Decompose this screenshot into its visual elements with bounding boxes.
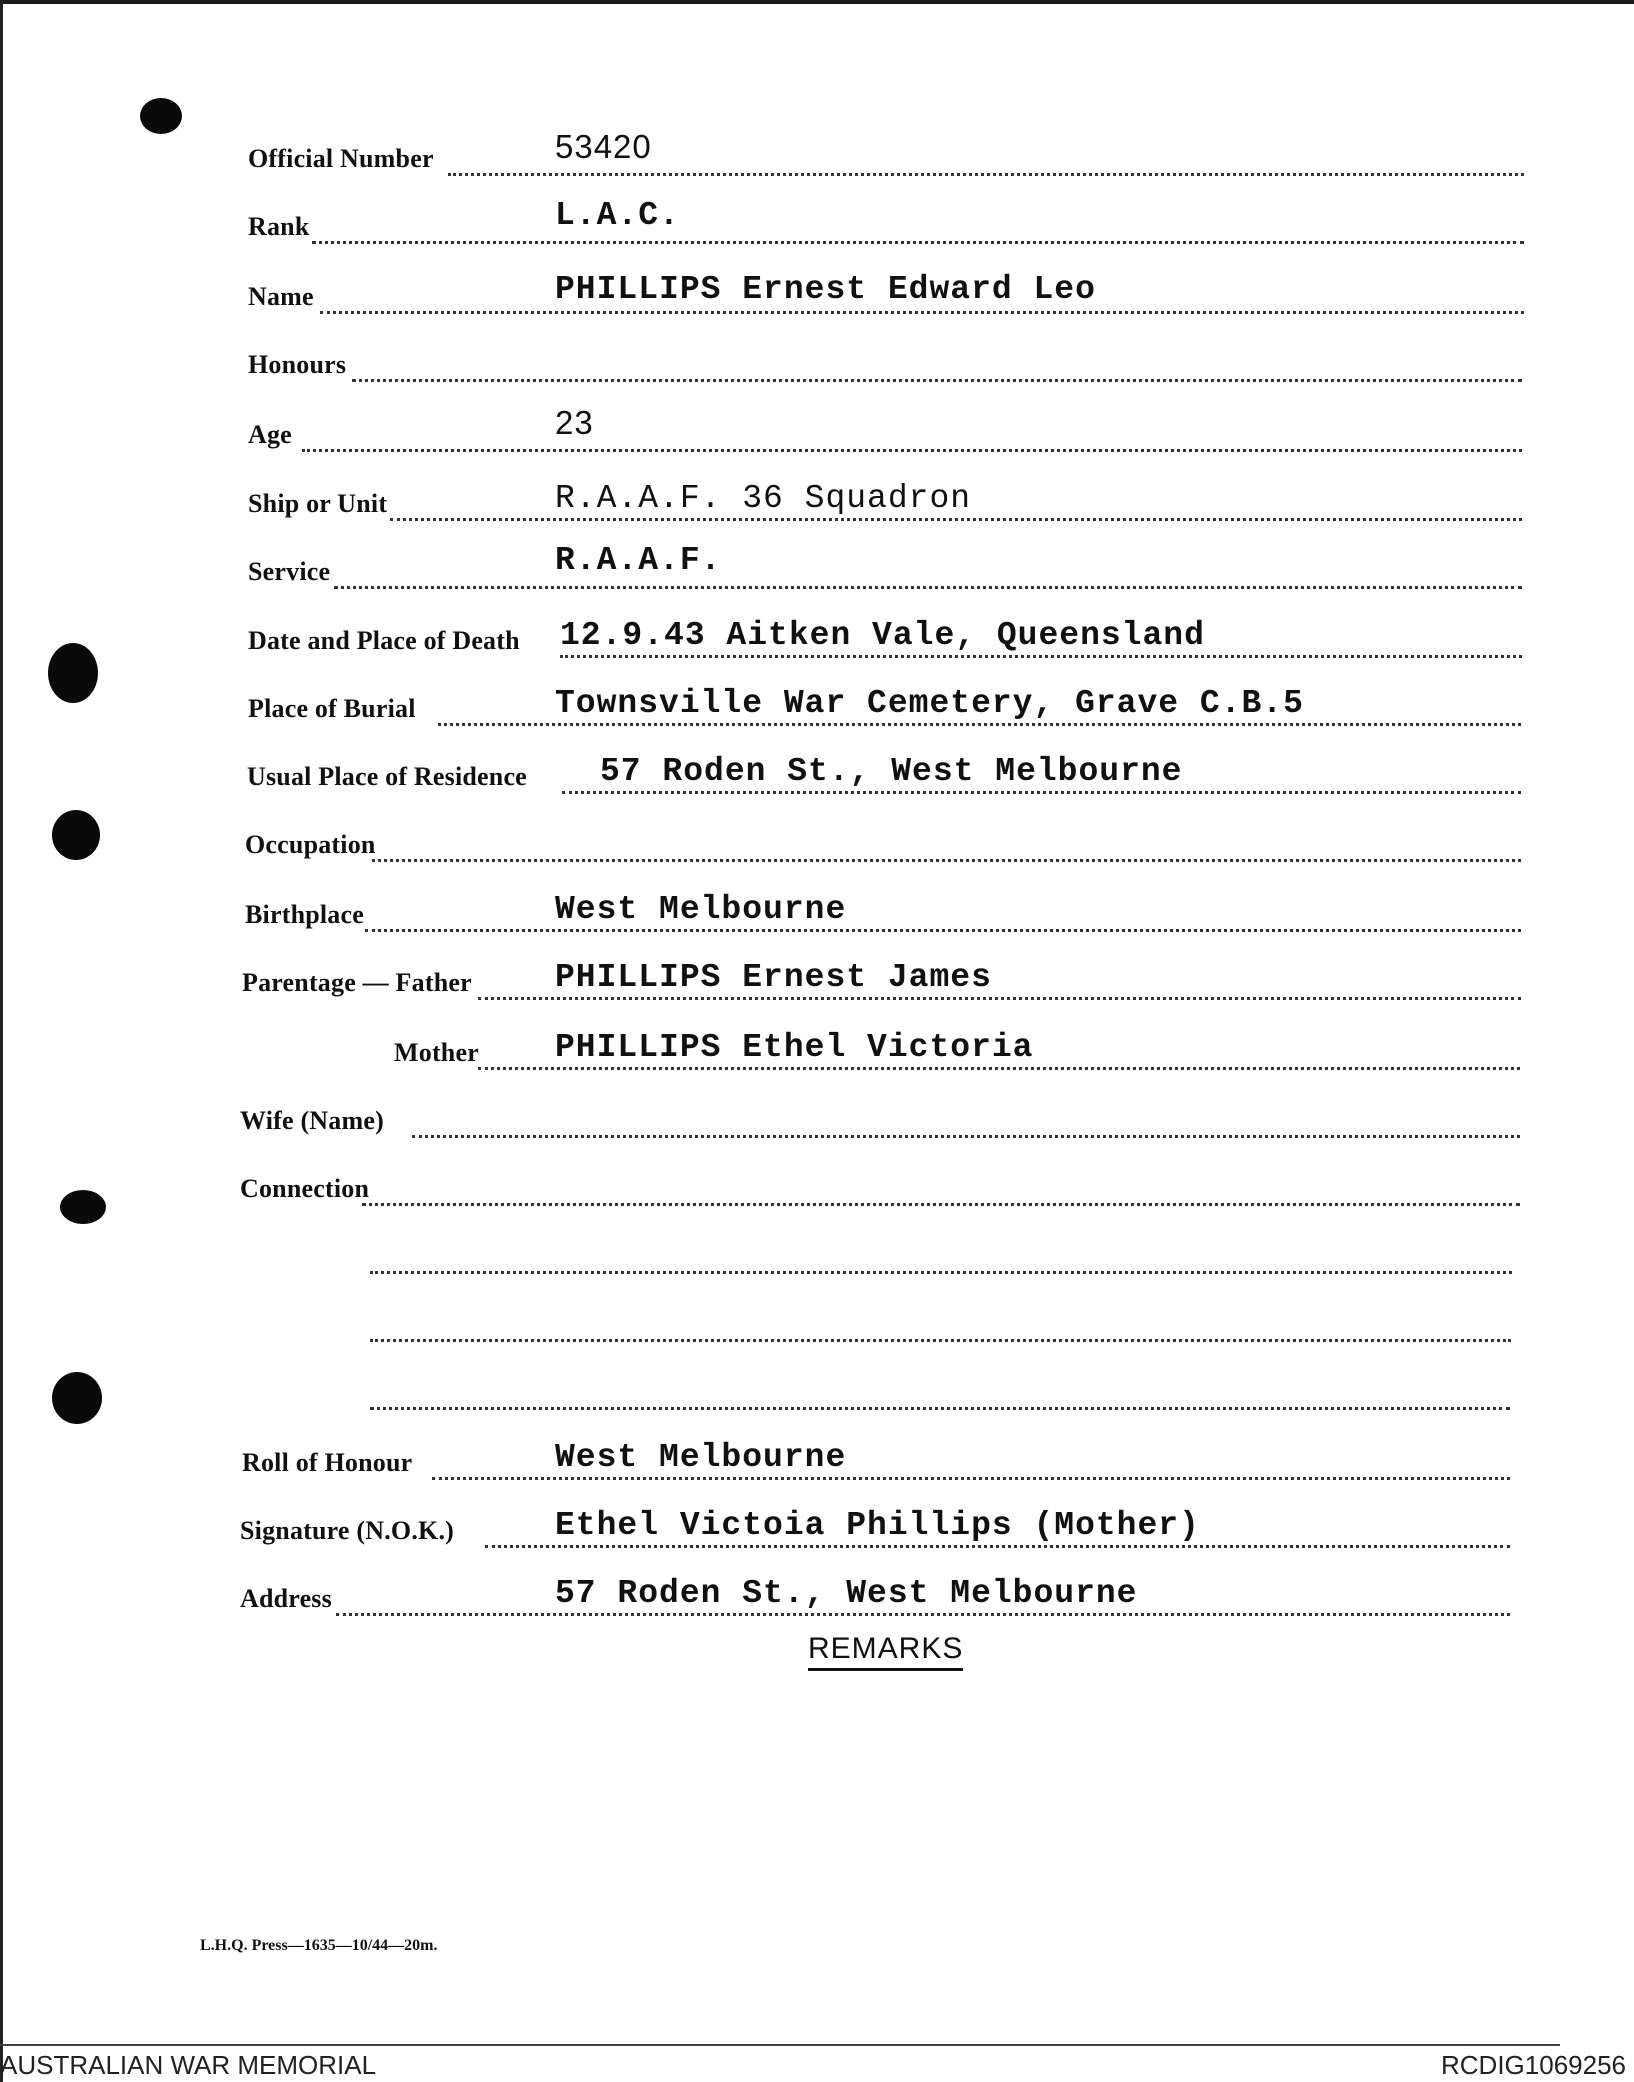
field-label: Mother [394, 1038, 479, 1067]
field-honours [0, 348, 1634, 388]
dotted-line [390, 518, 1522, 521]
punch-hole-1 [140, 98, 182, 134]
field-parentage-mother [0, 1029, 1634, 1076]
dotted-line [365, 929, 1521, 932]
dotted-line [312, 241, 1524, 244]
archive-name: AUSTRALIAN WAR MEMORIAL [0, 2050, 377, 2080]
field-value: 12.9.43 Aitken Vale, Queensland [560, 617, 1205, 654]
bottom-edge-rule [0, 2044, 1560, 2046]
field-label: Usual Place of Residence [247, 762, 527, 791]
field-label: Address [240, 1584, 332, 1613]
field-label: Date and Place of Death [248, 626, 520, 655]
field-value: PHILLIPS Ethel Victoria [555, 1029, 1034, 1066]
field-parentage-father [0, 959, 1634, 1006]
field-label: Official Number [248, 144, 434, 173]
dotted-line [562, 791, 1521, 794]
field-name [0, 271, 1634, 320]
field-roll-of-honour [0, 1439, 1634, 1486]
field-value: 23 [555, 404, 594, 441]
field-date-place-of-death [0, 617, 1634, 664]
field-label: Occupation [245, 830, 376, 859]
field-label: Signature (N.O.K.) [240, 1516, 455, 1545]
field-value: 57 Roden St., West Melbourne [600, 753, 1183, 790]
field-label: Birthplace [245, 900, 364, 929]
remarks-heading: REMARKS [808, 1632, 963, 1671]
field-label: Honours [248, 350, 347, 379]
field-age [0, 404, 1634, 458]
dotted-line [485, 1545, 1510, 1548]
field-label: Name [248, 282, 314, 311]
field-label: Age [248, 420, 292, 449]
field-address [0, 1575, 1634, 1622]
field-value: Ethel Victoia Phillips (Mother) [555, 1507, 1200, 1544]
field-value: West Melbourne [555, 891, 847, 928]
field-value: L.A.C. [555, 197, 680, 234]
field-label: Connection [240, 1174, 370, 1203]
dotted-line [302, 449, 1522, 452]
dotted-line [438, 723, 1521, 726]
field-value: R.A.A.F. [555, 542, 722, 579]
item-id: RCDIG1069256 [1441, 2050, 1626, 2080]
dotted-line [334, 586, 1522, 589]
field-rank [0, 197, 1634, 250]
field-label: Parentage — Father [242, 968, 472, 997]
field-label: Service [248, 557, 331, 586]
field-value: 57 Roden St., West Melbourne [555, 1575, 1138, 1612]
dotted-line [320, 311, 1524, 314]
field-value: Townsville War Cemetery, Grave C.B.5 [555, 685, 1304, 722]
printer-imprint: L.H.Q. Press—1635—10/44—20m. [200, 1937, 438, 1954]
dotted-line [352, 379, 1522, 382]
top-edge-rule [0, 0, 1634, 4]
field-place-of-burial [0, 685, 1634, 732]
dotted-line [370, 1339, 1511, 1342]
field-value: R.A.A.F. 36 Squadron [555, 480, 972, 517]
field-connection [0, 1172, 1634, 1212]
field-label: Roll of Honour [242, 1448, 413, 1477]
dotted-line [336, 1613, 1510, 1616]
connection-continuation-line [0, 1240, 1634, 1280]
connection-continuation-line [0, 1376, 1634, 1416]
field-wife-name [0, 1104, 1634, 1144]
field-birthplace [0, 891, 1634, 938]
field-value: PHILLIPS Ernest James [555, 959, 992, 996]
field-label: Rank [248, 212, 310, 241]
dotted-line [372, 859, 1521, 862]
dotted-line [370, 1271, 1512, 1274]
dotted-line [362, 1203, 1520, 1206]
dotted-line [478, 997, 1521, 1000]
dotted-line [412, 1135, 1520, 1138]
field-label: Ship or Unit [248, 489, 388, 518]
dotted-line [478, 1067, 1520, 1070]
field-official-number [0, 128, 1634, 182]
field-value: PHILLIPS Ernest Edward Leo [555, 271, 1096, 308]
dotted-line [560, 655, 1522, 658]
field-signature-nok [0, 1507, 1634, 1554]
connection-continuation-line [0, 1308, 1634, 1348]
dotted-line [432, 1477, 1510, 1480]
field-occupation [0, 828, 1634, 868]
field-usual-place-of-residence [0, 753, 1634, 800]
field-label: Wife (Name) [240, 1106, 384, 1135]
dotted-line [448, 173, 1524, 176]
field-ship-or-unit [0, 480, 1634, 527]
field-value: West Melbourne [555, 1439, 847, 1476]
dotted-line [370, 1407, 1510, 1410]
field-service [0, 542, 1634, 595]
field-label: Place of Burial [248, 694, 416, 723]
field-value: 53420 [555, 128, 652, 165]
